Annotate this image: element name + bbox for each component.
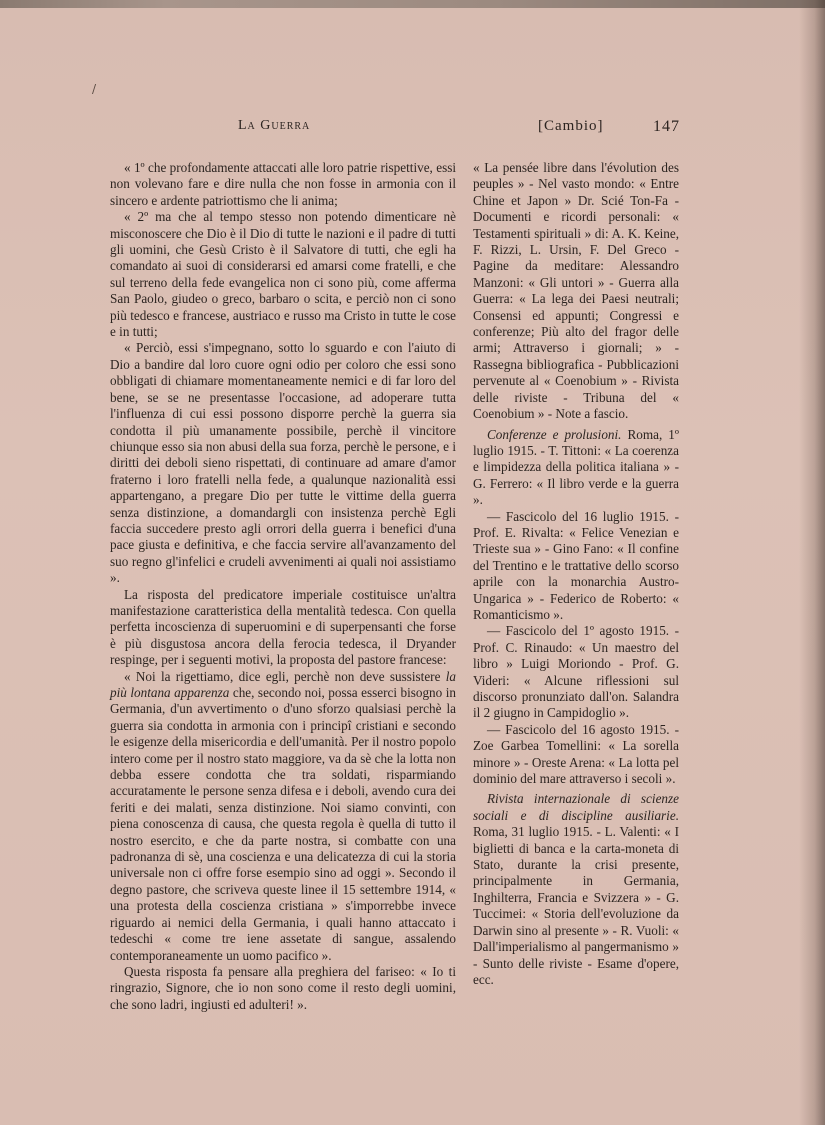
paragraph — [110, 160, 456, 209]
text-run: « 2º ma che al tempo stesso non potendo dimenticare nè misconoscere che Dio è il Dio di tutte le nazioni e il padre di tutti gli uomini, che Gesù Cristo è il Salvatore di tutti, che egli ha comandato ai suoi di considerarsi ed amarsi come fratelli, e che sul terreno della fede evangelica non ci sono più, come afferma San Paolo, giudeo o greco, barbaro o scita, e perciò non ci sono più tedesco e francese, austriaco e russo ma Cristo in tutte le cose e in tutti; — [110, 209, 456, 340]
text-run: « Perciò, essi s'impegnano, sotto lo sguardo e con l'aiuto di Dio a bandire dal loro cuore ogni odio per coloro che essi sono obbligati di chiamare momentaneamente nemici e di far loro del bene, se se ne presentasse l'occasione, ad adoperare tutta l'influenza di cui essi possono disporre perchè la guerra sia condotta il più umanamente possibile, perchè il vincitore chiunque esso sia non abusi della sua forza, perchè le persone, e i diritti dei deboli sieno rispettati, di continuare ad amare d'amor fraterno i loro fratelli nella fede, a qualunque nazionalità essi appartengano, a pregare Dio per tutte le vittime della guerra senza distinzione, a domandargli con insistenza perchè Egli faccia succedere presto agli orrori della guerra i benefici d'una pace giusta e definitiva, e che faccia servire all'avanzamento del suo regno gl'infelici e crudeli avvenimenti ai quali noi assistiamo ». — [110, 340, 456, 586]
text-run: La risposta del predicatore imperiale costituisce un'altra manifestazione caratteristica della mentalità tedesca. Con quella perfetta incoscienza di superuomini e di superpensanti che forse è più disgustosa ancora della ferocia tedesca, il Dryander respinge, per i seguenti motivi, la proposta del pastore francese: — [110, 586, 456, 668]
left-column — [110, 160, 456, 1013]
page-number: 147 — [653, 118, 680, 135]
text-run: Questa risposta fa pensare alla preghiera del fariseo: « Io ti ringrazio, Signore, che io non sono come il resto degli uomini, che sono ladri, ingiusti ed adulteri! ». — [110, 963, 456, 1012]
margin-mark: / — [92, 82, 97, 96]
text-run: — Fascicolo del 16 luglio 1915. - Prof. E. Rivalta: « Felice Venezian e Trieste sua » - Gino Fano: « Il confine del Trentino e le trattative dello scorso aprile con la monarchia Austro-Ungarica » - Federico de Roberto: « Romanticismo ». — [473, 508, 679, 622]
text-run: « La pensée libre dans l'évolution des peuples » - Nel vasto mondo: « Entre Chine et Japon » Dr. Scié Ton-Fa - Documenti e ricordi personali: « Testamenti spirituali » di: A. K. Keine, F. Rizzi, L. Ursin, F. Del Greco - Pagine da meditare: Alessandro Manzoni: « Gli untori » - Guerra alla Guerra: « La lega dei Paesi neutrali; Consensi ed appunti; Congressi e conferenze; Più alto del fragor delle armi; Attraverso i giornali; » - Rassegna bibliografica - Pubblicazioni pervenute al « Coenobium » - Rivista delle riviste - Tribuna del « Coenobium » - Note a fascio. — [473, 160, 679, 422]
paragraph — [473, 623, 679, 721]
paragraph — [110, 587, 456, 669]
text-run: Roma, 31 luglio 1915. - L. Valenti: « I biglietti di banca e la carta-moneta di Stato, durante la crisi presente, principalmente in Germania, Inghilterra, Francia e Svizzera » - G. Tuccimei: « Storia dell'evoluzione da Darwin sino al presente » - R. Vuoli: « Dall'imperialismo al pangermanismo » - Sunto delle riviste - Esame d'opere, ecc. — [473, 824, 679, 987]
paragraph — [110, 340, 456, 586]
paragraph — [473, 427, 679, 509]
paragraph — [473, 791, 679, 988]
paragraph — [110, 209, 456, 340]
italic-title: Conferenze e prolusioni. — [487, 426, 622, 442]
paragraph — [473, 722, 679, 788]
running-header — [120, 118, 680, 138]
text-run: « Noi la rigettiamo, dice egli, perchè non deve sussistere — [124, 668, 446, 684]
paragraph — [473, 509, 679, 624]
text-run: — Fascicolo del 1º agosto 1915. - Prof. C. Rinaudo: « Un maestro del libro » Luigi Moriondo - Prof. G. Videri: « Alcune riflessioni sul discorso pronunziato dall'on. Salandra il 2 giugno in Campidoglio ». — [473, 623, 679, 721]
text-run: Roma, 1º luglio 1915. - T. Tittoni: « La coerenza e limpidezza della politica italiana » - G. Ferrero: « Il libro verde e la guerra ». — [473, 426, 679, 508]
paragraph — [110, 669, 456, 964]
paragraph — [473, 160, 679, 423]
text-run: — Fascicolo del 16 agosto 1915. - Zoe Garbea Tomellini: « La sorella minore » - Oreste Arena: « La lotta pel dominio del mare attraverso i secoli ». — [473, 721, 679, 787]
italic-title: Rivista internazionale di scienze sociali e di discipline ausiliarie. — [473, 791, 679, 823]
right-column — [473, 160, 679, 988]
running-title: La Guerra — [238, 118, 311, 133]
paragraph — [110, 964, 456, 1013]
italic-title: la più lontana apparenza — [110, 668, 456, 700]
text-run: « 1º che profondamente attaccati alle loro patrie rispettive, essi non volevano fare e dire nulla che non fosse in armonia con il sincero e ardente patriottismo che li anima; — [110, 160, 456, 208]
section-label: [Cambio] — [538, 118, 604, 134]
text-run: che, secondo noi, possa esserci bisogno in Germania, d'un avvertimento o d'uno sforzo qualsiasi perchè la guerra sia condotta in armonia con i principî cristiani e secondo le esigenze della misericordia e dell'umanità. Per il nostro popolo intero come per il nostro stato maggiore, va da sè che la lotta non debba essere condotta che tra soldati, risparmiando accuratamente le persone senza difesa e i deboli, avendo cura dei feriti e dei malati, senza distinzione. Noi siamo convinti, con piena conoscenza di causa, che questa regola è quella di tutto il nostro esercito, e che da parte nostra, si combatte con una padronanza di sè, una coscienza e una delicatezza di cui la storia universale non ci offre forse esempio sino ad oggi ». Secondo il degno pastore, che scriveva queste linee il 15 settembre 1914, « una protesta della coscienza cristiana » s'imporrebbe invece riguardo ai nemici della Germania, i quali hanno attaccato i tedeschi « come tre iene assetate di sangue, assalendo contemporaneamente un uomo pacifico ». — [110, 685, 456, 963]
